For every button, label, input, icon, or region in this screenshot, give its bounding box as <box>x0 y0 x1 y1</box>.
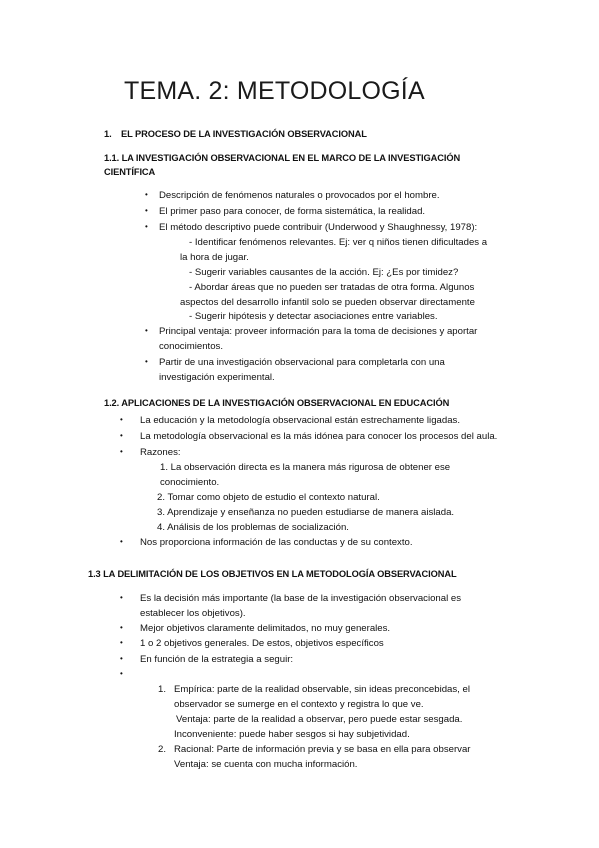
list-item-continued: establecer los objetivos). <box>140 608 246 619</box>
section-1-3-heading: 1.3 LA DELIMITACIÓN DE LOS OBJETIVOS EN LA METODOLOGÍA OBSERVACIONAL <box>88 569 457 579</box>
section-1-2-heading: 1.2. APLICACIONES DE LA INVESTIGACIÓN OBSERVACIONAL EN EDUCACIÓN <box>104 398 450 408</box>
list-item: Mejor objetivos claramente delimitados, no muy generales. <box>140 623 391 634</box>
strategy-number: 2. <box>158 744 167 755</box>
bullet-icon: • <box>120 415 123 424</box>
list-item-continued: investigación experimental. <box>159 372 275 383</box>
bullet-icon: • <box>145 357 148 366</box>
page-title: TEMA. 2: METODOLOGÍA <box>124 77 425 105</box>
bullet-icon: • <box>120 447 123 456</box>
strategy-advantage: Ventaja: se cuenta con mucha información. <box>174 759 358 770</box>
section-1-heading: EL PROCESO DE LA INVESTIGACIÓN OBSERVACIONAL <box>121 129 367 139</box>
list-item: En función de la estrategia a seguir: <box>140 654 294 665</box>
list-item: Razones: <box>140 447 181 458</box>
section-1-1-heading-line2: CIENTÍFICA <box>104 167 156 177</box>
strategy-drawback: Inconveniente: puede haber sesgos si hay subjetividad. <box>174 729 410 740</box>
strategy-item: Empírica: parte de la realidad observable, sin ideas preconcebidas, el <box>174 684 470 695</box>
reason-item-continued: conocimiento. <box>160 477 220 488</box>
reason-item: 3. Aprendizaje y enseñanza no pueden estudiarse de manera aislada. <box>157 507 455 518</box>
list-item: El método descriptivo puede contribuir (Underwood y Shaughnessy, 1978): <box>159 222 478 233</box>
strategy-item-continued: observador se sumerge en el contexto y registra lo que ve. <box>174 699 424 710</box>
sub-item: la hora de jugar. <box>180 252 249 263</box>
list-item: Principal ventaja: proveer información para la toma de decisiones y aportar <box>159 326 478 337</box>
strategy-advantage: Ventaja: parte de la realidad a observar, pero puede estar sesgada. <box>176 714 463 725</box>
bullet-icon: • <box>120 669 123 678</box>
list-item: Descripción de fenómenos naturales o provocados por el hombre. <box>159 190 440 201</box>
bullet-icon: • <box>120 537 123 546</box>
reason-item: 1. La observación directa es la manera más rigurosa de obtener ese <box>160 462 451 473</box>
strategy-number: 1. <box>158 684 167 695</box>
reason-item: 4. Análisis de los problemas de socialización. <box>157 522 349 533</box>
bullet-icon: • <box>145 190 148 199</box>
list-item: Nos proporciona información de las conductas y de su contexto. <box>140 537 413 548</box>
sub-item: - Abordar áreas que no pueden ser tratadas de otra forma. Algunos <box>189 282 475 293</box>
sub-item: aspectos del desarrollo infantil solo se pueden observar directamente <box>180 297 475 308</box>
bullet-icon: • <box>120 431 123 440</box>
bullet-icon: • <box>120 654 123 663</box>
sub-item: - Sugerir hipótesis y detectar asociaciones entre variables. <box>189 311 438 322</box>
sub-item: - Identificar fenómenos relevantes. Ej: ver q niños tienen dificultades a <box>189 237 488 248</box>
reason-item: 2. Tomar como objeto de estudio el contexto natural. <box>157 492 380 503</box>
bullet-icon: • <box>120 593 123 602</box>
bullet-icon: • <box>145 206 148 215</box>
list-item: Partir de una investigación observacional para completarla con una <box>159 357 445 368</box>
list-item-continued: conocimientos. <box>159 341 223 352</box>
section-1-number: 1. <box>104 129 112 139</box>
bullet-icon: • <box>120 638 123 647</box>
section-1-1-heading-line1: 1.1. LA INVESTIGACIÓN OBSERVACIONAL EN EL MARCO DE LA INVESTIGACIÓN <box>104 153 461 163</box>
bullet-icon: • <box>145 326 148 335</box>
list-item: La educación y la metodología observacional están estrechamente ligadas. <box>140 415 460 426</box>
list-item: 1 o 2 objetivos generales. De estos, objetivos específicos <box>140 638 384 649</box>
bullet-icon: • <box>120 623 123 632</box>
list-item: La metodología observacional es la más idónea para conocer los procesos del aula. <box>140 431 498 442</box>
bullet-icon: • <box>145 222 148 231</box>
list-item: El primer paso para conocer, de forma sistemática, la realidad. <box>159 206 426 217</box>
sub-item: - Sugerir variables causantes de la acción. Ej: ¿Es por timidez? <box>189 267 459 278</box>
strategy-item: Racional: Parte de información previa y se basa en ella para observar <box>174 744 471 755</box>
list-item: Es la decisión más importante (la base de la investigación observacional es <box>140 593 462 604</box>
